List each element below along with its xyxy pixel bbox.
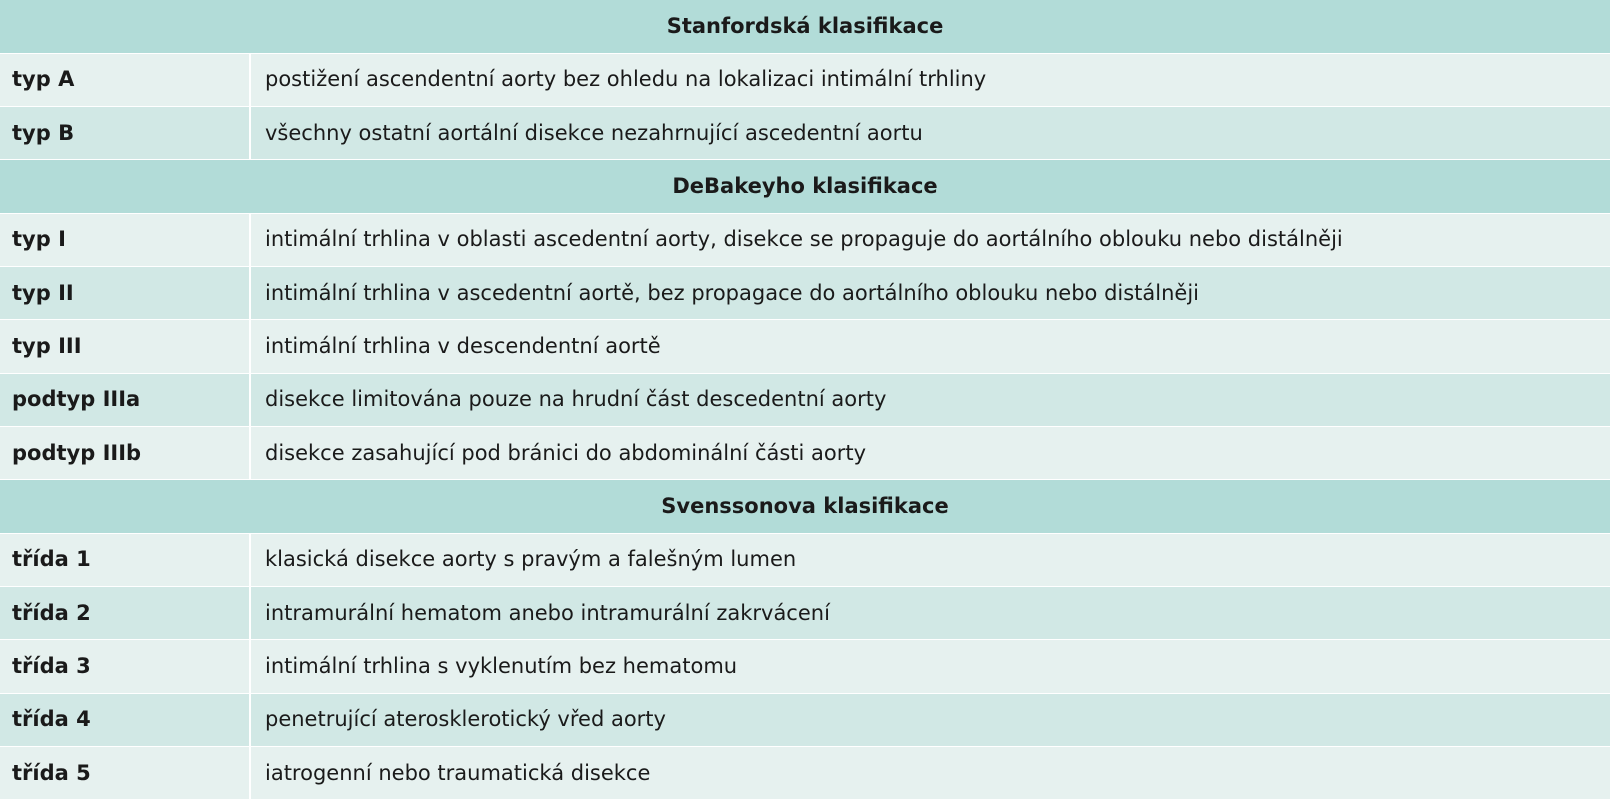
row-label: třída 3 bbox=[0, 640, 250, 693]
row-description: postižení ascendentní aorty bez ohledu na lokalizaci intimální trhliny bbox=[250, 53, 1610, 106]
row-label: typ I bbox=[0, 213, 250, 266]
table-row bbox=[0, 693, 1610, 746]
row-label: třída 4 bbox=[0, 693, 250, 746]
table-row bbox=[0, 587, 1610, 640]
row-description: intimální trhlina v descendentní aortě bbox=[250, 320, 1610, 373]
row-description: intramurální hematom anebo intramurální zakrvácení bbox=[250, 587, 1610, 640]
row-label: podtyp IIIa bbox=[0, 373, 250, 426]
row-description: intimální trhlina v ascedentní aortě, bez propagace do aortálního oblouku nebo distálněji bbox=[250, 267, 1610, 320]
table-row bbox=[0, 373, 1610, 426]
row-description: disekce zasahující pod bránici do abdominální části aorty bbox=[250, 427, 1610, 480]
row-label: typ III bbox=[0, 320, 250, 373]
table-row bbox=[0, 320, 1610, 373]
row-description: intimální trhlina v oblasti ascedentní aorty, disekce se propaguje do aortálního oblouku nebo distálněji bbox=[250, 213, 1610, 266]
row-label: podtyp IIIb bbox=[0, 427, 250, 480]
row-description: penetrující aterosklerotický vřed aorty bbox=[250, 693, 1610, 746]
row-description: všechny ostatní aortální disekce nezahrnující ascedentní aortu bbox=[250, 107, 1610, 160]
row-description: klasická disekce aorty s pravým a falešným lumen bbox=[250, 533, 1610, 586]
row-description: intimální trhlina s vyklenutím bez hematomu bbox=[250, 640, 1610, 693]
table-row bbox=[0, 640, 1610, 693]
row-label: typ B bbox=[0, 107, 250, 160]
row-label: typ II bbox=[0, 267, 250, 320]
table-row bbox=[0, 533, 1610, 586]
row-description: disekce limitována pouze na hrudní část descedentní aorty bbox=[250, 373, 1610, 426]
table-row bbox=[0, 267, 1610, 320]
section-title: DeBakeyho klasifikace bbox=[0, 160, 1610, 213]
row-label: třída 1 bbox=[0, 533, 250, 586]
table-row bbox=[0, 427, 1610, 480]
table-row bbox=[0, 747, 1610, 800]
table-row bbox=[0, 107, 1610, 160]
row-label: třída 2 bbox=[0, 587, 250, 640]
section-title: Stanfordská klasifikace bbox=[0, 0, 1610, 53]
table-row bbox=[0, 213, 1610, 266]
table-row bbox=[0, 53, 1610, 106]
section-title: Svenssonova klasifikace bbox=[0, 480, 1610, 533]
section-header-debakey bbox=[0, 160, 1610, 213]
row-label: třída 5 bbox=[0, 747, 250, 800]
section-header-svensson bbox=[0, 480, 1610, 533]
section-header-stanford bbox=[0, 0, 1610, 53]
row-description: iatrogenní nebo traumatická disekce bbox=[250, 747, 1610, 800]
row-label: typ A bbox=[0, 53, 250, 106]
